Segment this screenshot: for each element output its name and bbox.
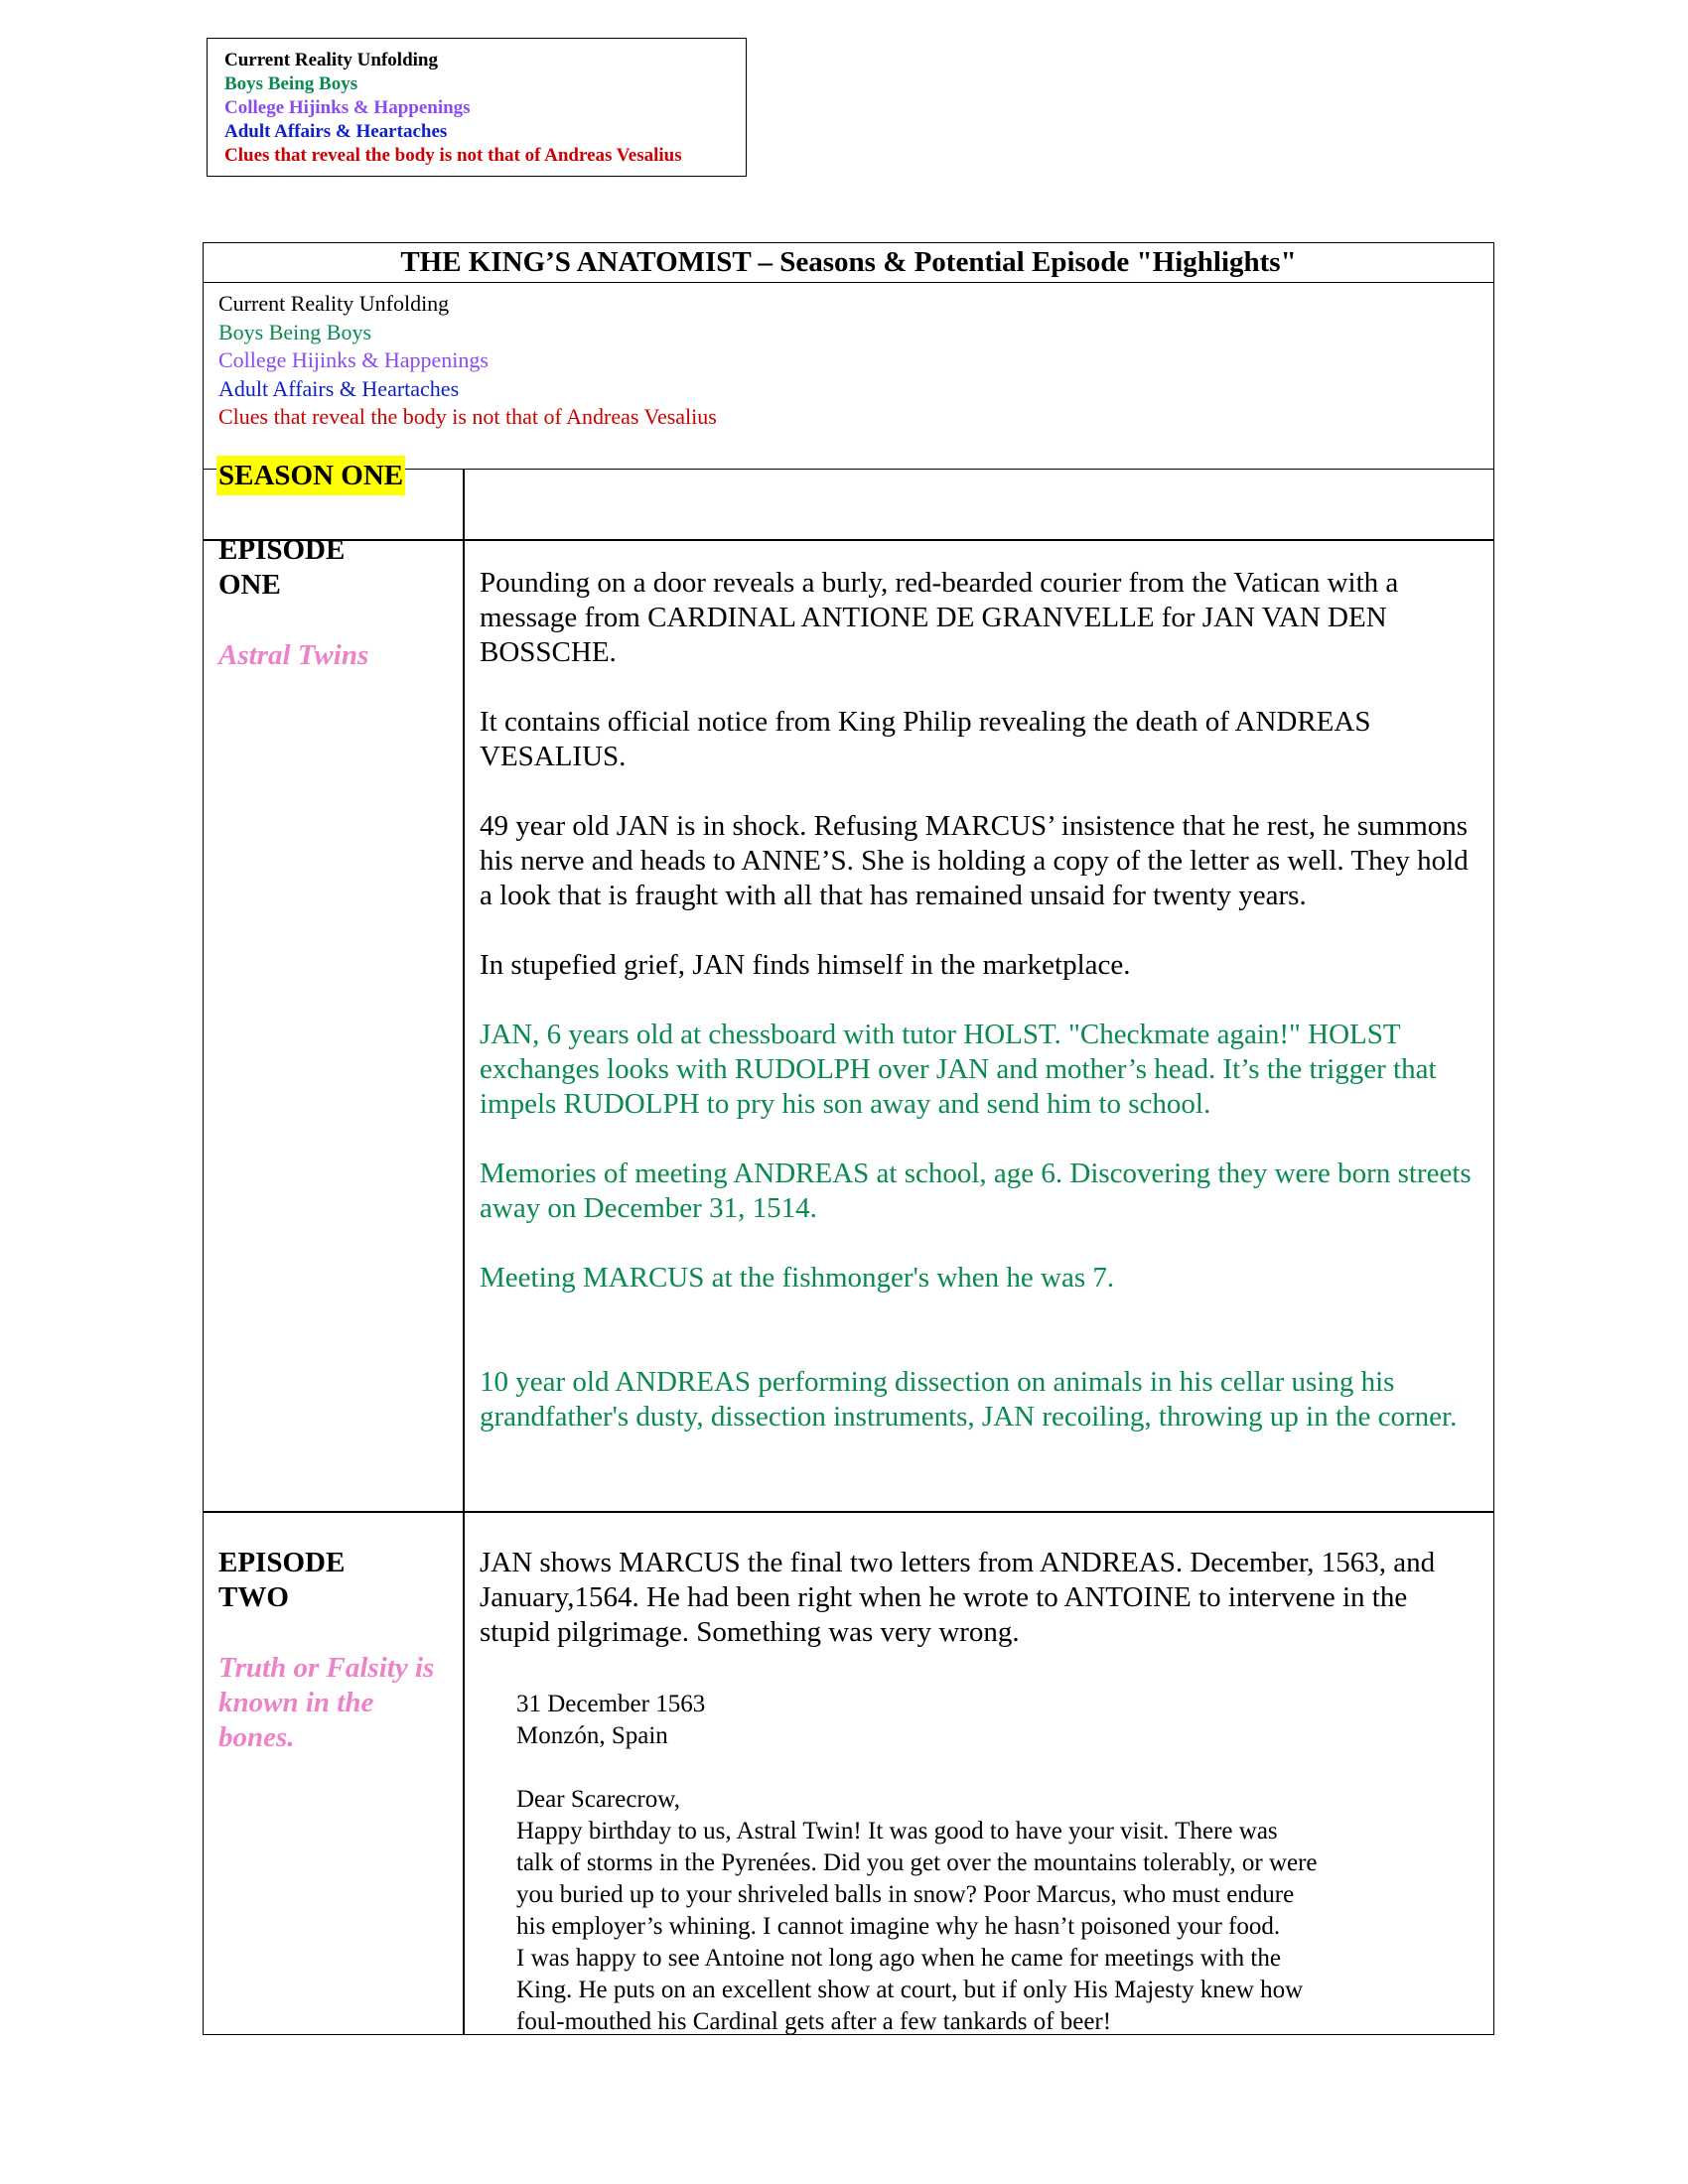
letter-date: 31 December 1563 <box>516 1691 706 1717</box>
episode-table <box>203 242 1494 2035</box>
episode-two-label-line2: TWO <box>218 1581 289 1613</box>
episode-one-content <box>480 566 1482 1434</box>
letter-salutation: Dear Scarecrow, <box>516 1786 680 1813</box>
episode-one-paragraph: JAN, 6 years old at chessboard with tutor HOLST. "Checkmate again!" HOLST exchanges looks with RUDOLPH over JAN and mother’s head. It’s the trigger that impels RUDOLPH to pry his son away and send him to school. <box>480 1019 1437 1120</box>
letter-line: his employer’s whining. I cannot imagine why he hasn’t poisoned your food. <box>516 1913 1281 1940</box>
season-row-divider <box>204 539 1493 541</box>
letter-line: foul-mouthed his Cardinal gets after a few tankards of beer! <box>516 2008 1112 2035</box>
episode-one-paragraph: Pounding on a door reveals a burly, red-bearded courier from the Vatican with a message from CARDINAL ANTIONE DE GRANVELLE for JAN VAN DEN BOSSCHE. <box>480 567 1399 668</box>
key-current-reality: Current Reality Unfolding <box>218 291 450 316</box>
episode-one-paragraph: Meeting MARCUS at the fishmonger's when he was 7. <box>480 1262 1115 1294</box>
episode-two-content <box>480 1546 1482 1650</box>
episode-one-paragraph: 10 year old ANDREAS performing dissection on animals in his cellar using his grandfather's dusty, dissection instruments, JAN recoiling, throwing up in the corner. <box>480 1366 1458 1433</box>
table-color-key <box>204 282 1493 470</box>
letter-place: Monzón, Spain <box>516 1722 668 1749</box>
key-boys-being-boys: Boys Being Boys <box>218 319 372 344</box>
legend-current-reality: Current Reality Unfolding <box>224 50 438 70</box>
column-divider <box>463 470 465 2035</box>
episode-two-title: Truth or Falsity is known in the bones. <box>218 1652 435 1753</box>
legend-college-hijinks: College Hijinks & Happenings <box>224 97 471 118</box>
episode-one-paragraph: 49 year old JAN is in shock. Refusing MARCUS’ insistence that he rest, he summons his nerve and heads to ANNE’S. She is holding a copy of the letter as well. They hold a look that is fraught with all that has remained unsaid for twenty years. <box>480 810 1469 911</box>
key-college-hijinks: College Hijinks & Happenings <box>218 347 489 372</box>
episode-two-paragraph: JAN shows MARCUS the final two letters from ANDREAS. December, 1563, and January,1564. He had been right when he wrote to ANTOINE to intervene in the stupid pilgrimage. Something was very wrong. <box>480 1547 1436 1648</box>
letter-excerpt <box>516 1689 1410 2038</box>
episode-one-label-line2: ONE <box>218 569 281 601</box>
legend-clues: Clues that reveal the body is not that of Andreas Vesalius <box>224 145 682 166</box>
key-clues: Clues that reveal the body is not that of Andreas Vesalius <box>218 404 717 429</box>
episode-one-label-line1: EPISODE <box>218 534 346 566</box>
letter-line: King. He puts on an excellent show at court, but if only His Majesty knew how <box>516 1977 1304 2003</box>
episode-one-paragraph: It contains official notice from King Philip revealing the death of ANDREAS VESALIUS. <box>480 706 1371 772</box>
key-adult-affairs: Adult Affairs & Heartaches <box>218 375 460 401</box>
episode-two-label <box>218 1546 345 1615</box>
episode-one-row-divider <box>204 1511 1493 1513</box>
table-title: THE KING’S ANATOMIST – Seasons & Potential Episode "Highlights" <box>204 243 1493 283</box>
legend-boys-being-boys: Boys Being Boys <box>224 73 358 94</box>
episode-one-paragraph: In stupefied grief, JAN finds himself in the marketplace. <box>480 949 1131 981</box>
episode-one-title: Astral Twins <box>218 639 369 671</box>
legend-adult-affairs: Adult Affairs & Heartaches <box>224 121 448 142</box>
season-label: SEASON ONE <box>216 456 405 495</box>
letter-line: Happy birthday to us, Astral Twin! It was good to have your visit. There was <box>516 1818 1278 1844</box>
letter-line: talk of storms in the Pyrenées. Did you get over the mountains tolerably, or were <box>516 1849 1318 1876</box>
letter-line: you buried up to your shriveled balls in snow? Poor Marcus, who must endure <box>516 1881 1295 1908</box>
episode-one-label <box>218 533 345 603</box>
episode-one-paragraph: Memories of meeting ANDREAS at school, age 6. Discovering they were born streets away on December 31, 1514. <box>480 1158 1472 1224</box>
letter-line: I was happy to see Antoine not long ago when he came for meetings with the <box>516 1945 1281 1972</box>
episode-two-label-line1: EPISODE <box>218 1547 346 1578</box>
color-legend <box>207 38 747 177</box>
